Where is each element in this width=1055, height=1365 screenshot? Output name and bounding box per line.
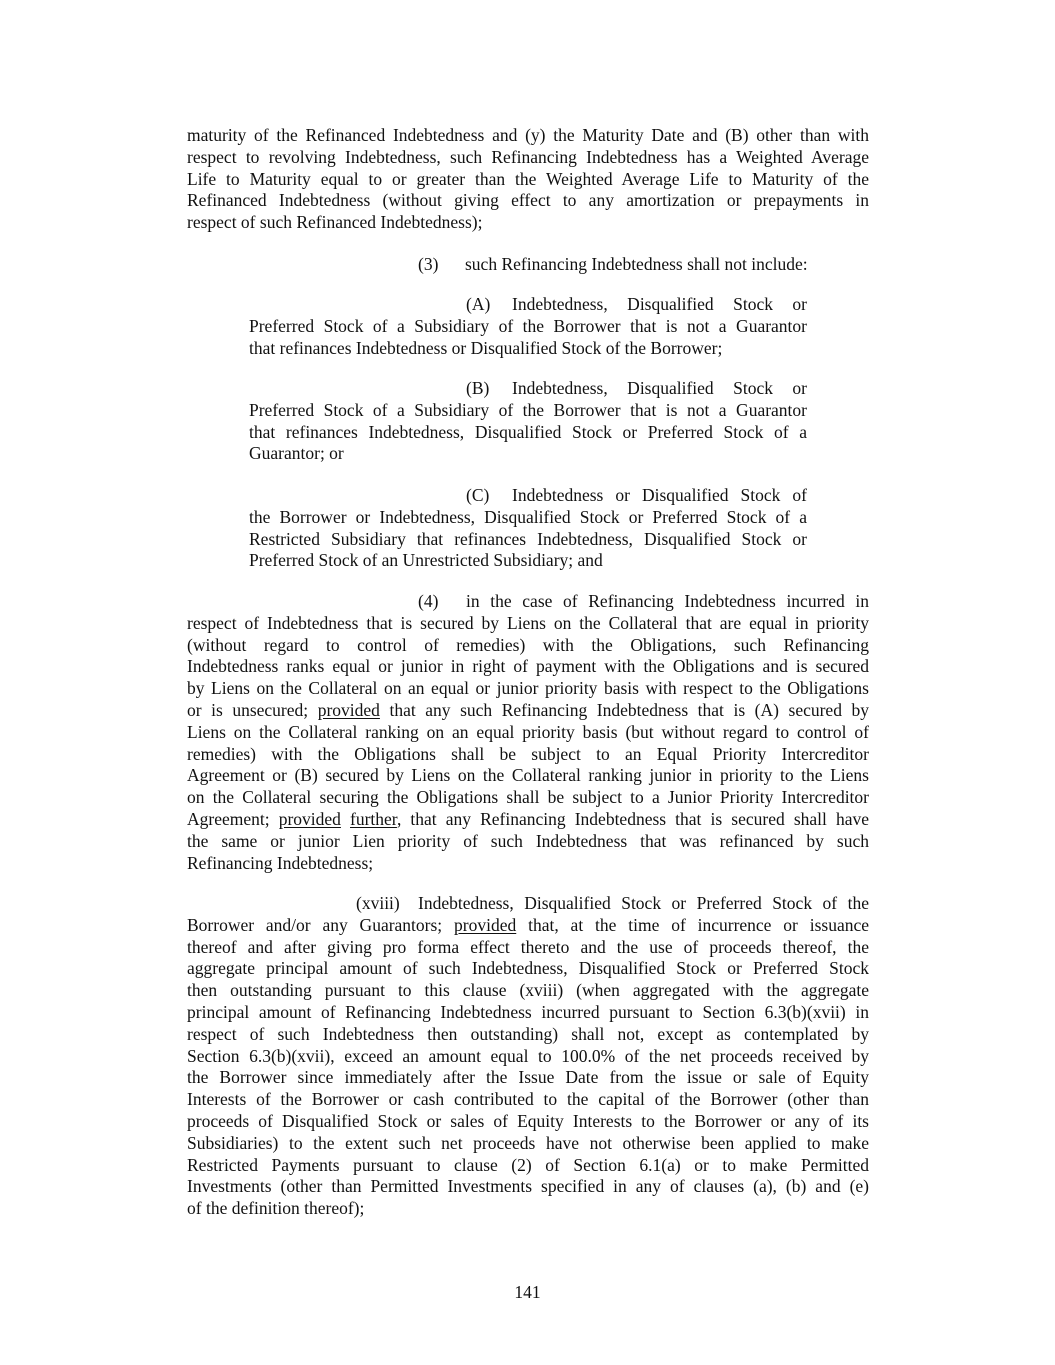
text-line: then outstanding pursuant to this clause (xviii) (when aggregated with the aggregate	[187, 980, 869, 1001]
clause-first-line: Indebtedness, Disqualified Stock or	[512, 294, 807, 314]
clause-4	[187, 591, 869, 874]
text-line: Investments (other than Permitted Investments specified in any of clauses (a), (b) and (e)	[187, 1176, 869, 1197]
clause-number: (C)	[466, 485, 490, 505]
clause-number: (B)	[466, 378, 490, 398]
provided-term: provided	[317, 699, 380, 720]
text-line: that refinances Indebtedness, Disqualified Stock or Preferred Stock of a	[249, 421, 807, 442]
clause-first-line: Indebtedness, Disqualified Stock or	[512, 378, 807, 398]
text-line: the Borrower or Indebtedness, Disqualified Stock or Preferred Stock of a	[249, 506, 807, 527]
text-line: remedies) with the Obligations shall be subject to an Equal Priority Intercreditor	[187, 743, 869, 764]
text-line: thereof and after giving pro forma effect thereto and the use of proceeds thereof, the	[187, 936, 869, 957]
text-line: the Borrower since immediately after the Issue Date from the issue or sale of Equity	[187, 1067, 869, 1088]
page-number: 141	[514, 1282, 541, 1302]
text-line: Borrower and/or any Guarantors; provided that, at the time of incurrence or issuance	[187, 914, 869, 935]
clause-number: (A)	[466, 294, 491, 314]
text-line: Refinancing Indebtedness;	[187, 852, 374, 873]
text-line: or is unsecured; provided that any such Refinancing Indebtedness that is (A) secured by	[187, 699, 870, 720]
paragraph-refinancing-continuation	[187, 125, 869, 234]
text-line: principal amount of Refinancing Indebtedness incurred pursuant to Section 6.3(b)(xvii) in	[187, 1001, 869, 1022]
text-line: respect to revolving Indebtedness, such Refinancing Indebtedness has a Weighted Average	[187, 146, 869, 167]
provided-term: provided	[278, 808, 341, 829]
text-line: (without regard to control of remedies) with the Obligations, such Refinancing	[187, 634, 869, 655]
text-line: respect of such Refinanced Indebtedness);	[187, 212, 483, 233]
clause-text: such Refinancing Indebtedness shall not include:	[465, 254, 808, 274]
further-term: further	[350, 808, 397, 829]
text-line: Refinanced Indebtedness (without giving effect to any amortization or prepayments in	[187, 190, 869, 211]
clause-number: (4)	[418, 591, 439, 611]
clause-number: (3)	[418, 254, 439, 274]
clause-xviii	[187, 893, 869, 1220]
text-line: Preferred Stock of a Subsidiary of the Borrower that is not a Guarantor	[249, 315, 807, 336]
text-line: Section 6.3(b)(xvii), exceed an amount equal to 100.0% of the net proceeds received by	[187, 1045, 869, 1066]
clause-C	[249, 485, 807, 572]
text-line: respect of Indebtedness that is secured by Liens on the Collateral that are equal in priority	[187, 612, 869, 633]
clause-number: (xviii)	[356, 893, 400, 913]
text-line: Agreement; provided further, that any Refinancing Indebtedness that is secured shall have	[187, 808, 869, 829]
text-line: Life to Maturity equal to or greater than the Weighted Average Life to Maturity of the	[187, 168, 869, 189]
text-line: Subsidiaries) to the extent such net proceeds have not otherwise been applied to make	[187, 1132, 869, 1153]
clause-first-line: in the case of Refinancing Indebtedness incurred in	[466, 591, 869, 611]
text-line: on the Collateral securing the Obligations shall be subject to a Junior Priority Intercreditor	[187, 787, 869, 808]
text-line: by Liens on the Collateral on an equal or junior priority basis with respect to the Obligations	[187, 678, 869, 699]
provided-term: provided	[454, 914, 517, 935]
text-line: Restricted Payments pursuant to clause (2) of Section 6.1(a) or to make Permitted	[187, 1154, 869, 1175]
text-line: Preferred Stock of an Unrestricted Subsidiary; and	[249, 550, 603, 571]
text-line: Preferred Stock of a Subsidiary of the Borrower that is not a Guarantor	[249, 399, 807, 420]
text-line: Liens on the Collateral ranking on an equal priority basis (but without regard to control of	[187, 721, 869, 742]
text-line: that refinances Indebtedness or Disqualified Stock of the Borrower;	[249, 337, 723, 358]
clause-first-line: Indebtedness, Disqualified Stock or Preferred Stock of the	[418, 893, 869, 913]
text-line: maturity of the Refinanced Indebtedness and (y) the Maturity Date and (B) other than with	[187, 125, 869, 145]
text-line: Guarantor; or	[249, 443, 344, 464]
clause-A	[249, 294, 807, 359]
clause-B	[249, 378, 807, 465]
text-line: Indebtedness ranks equal or junior in right of payment with the Obligations and is secured	[187, 656, 869, 677]
text-line: respect of such Indebtedness then outstanding) shall not, except as contemplated by	[187, 1023, 869, 1044]
text-line: Interests of the Borrower or cash contributed to the capital of the Borrower (other than	[187, 1089, 869, 1110]
clause-3	[418, 254, 869, 276]
text-line: Agreement or (B) secured by Liens on the Collateral ranking junior in priority to the Liens	[187, 765, 869, 786]
text-line: of the definition thereof);	[187, 1198, 365, 1219]
text-line: proceeds of Disqualified Stock or sales of Equity Interests to the Borrower or any of its	[187, 1110, 869, 1131]
clause-first-line: Indebtedness or Disqualified Stock of	[512, 485, 807, 505]
text-line: aggregate principal amount of such Indebtedness, Disqualified Stock or Preferred Stock	[187, 958, 869, 979]
text-line: the same or junior Lien priority of such Indebtedness that was refinanced by such	[187, 830, 869, 851]
text-line: Restricted Subsidiary that refinances Indebtedness, Disqualified Stock or	[249, 528, 807, 549]
